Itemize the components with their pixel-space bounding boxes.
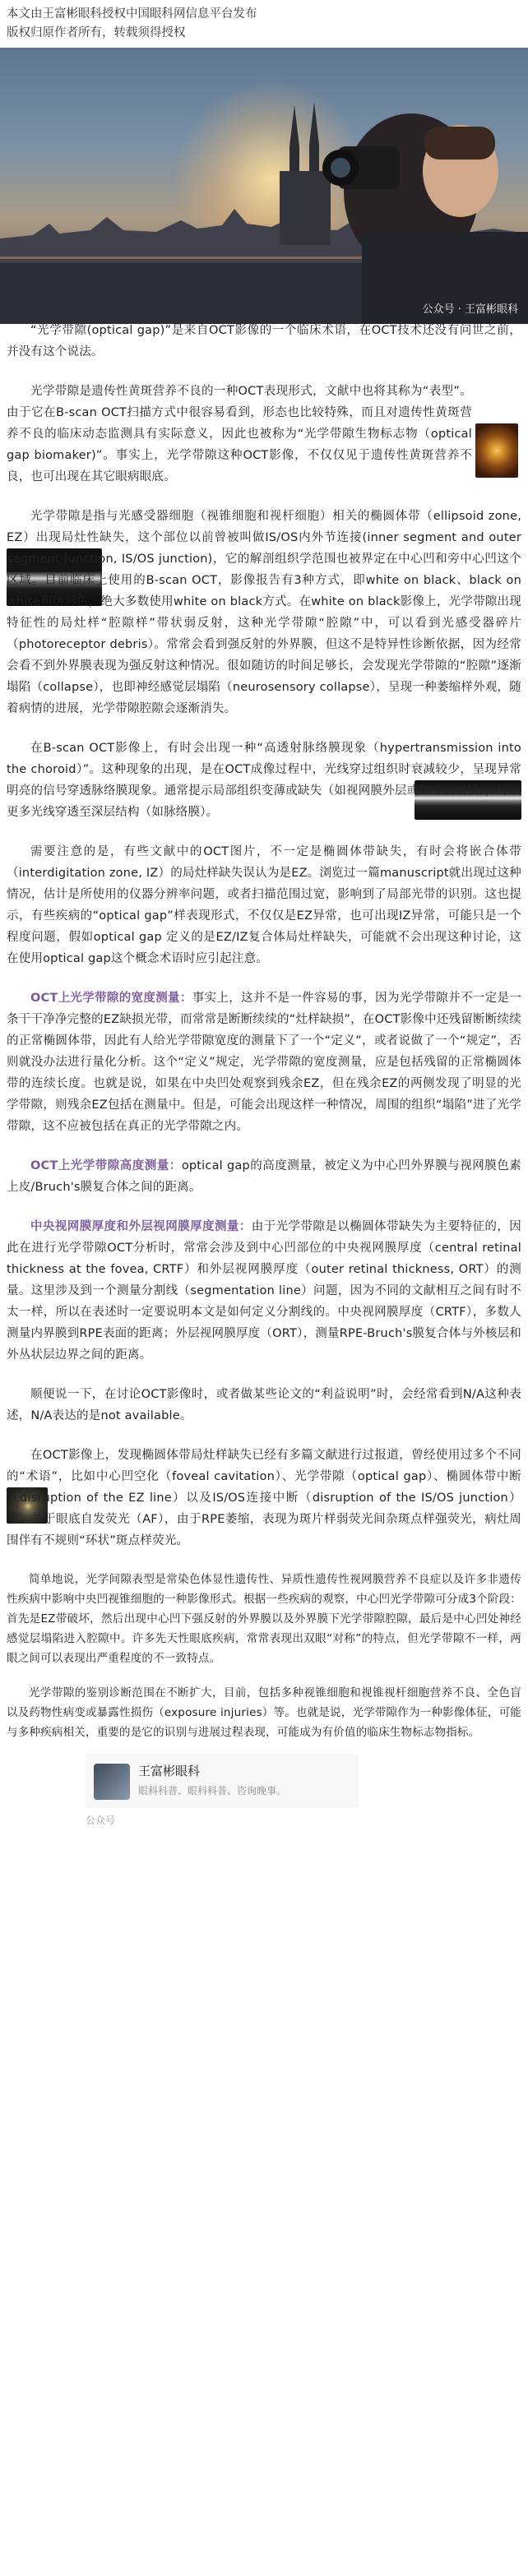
author-card[interactable] [86, 1754, 359, 1808]
hero-watermark: 公众号 · 王富彬眼科 [422, 303, 518, 316]
paragraph-10: 在OCT影像上，发现椭圆体带局灶样缺失已经有多篇文献进行过报道，曾经使用过多个不同的“术语”，比如中心凹空化（foveal cavitation）、光学带隙（optical gap）、椭圆体带中断（disruption of the EZ line）以及IS/OS连接中断（disruption of the IS/OS junction）等。关于眼底自发荧光（AF），由于RPE萎缩，表现为斑片样弱荧光间杂斑点样强荧光，病灶周围伴有不规则“环状”斑点样荧光。 [7, 1449, 521, 1547]
author-avatar [94, 1764, 130, 1800]
paragraph-8-body: 由于光学带隙是以椭圆体带缺失为主要特征的，因此在进行光学带隙OCT分析时，常常会涉及到中心凹部位的中央视网膜厚度（central retinal thickness at the fovea, CRTF）和外层视网膜厚度（outer retinal thickness, ORT）的测量。这里涉及到一个测量分割线（segmentation line）问题，因为不同的文献相互之间有时不太一样，所以在表述时一定要说明本文是如何定义分割线的。中央视网膜厚度（CRTF），多数人测量内界膜到RPE表面的距离；外层视网膜厚度（ORT），测量RPE-Bruch's膜复合体与外核层和外丛状层边界之间的距离。 [7, 1220, 521, 1362]
paragraph-9: 顺便说一下，在讨论OCT影像时，或者做某些论文的“利益说明”时，会经常看到N/A这种表述，N/A表达的是not available。 [7, 1388, 521, 1422]
header-line-1: 本文由王富彬眼科授权中国眼科网信息平台发布 [7, 7, 257, 21]
paragraph-7 [7, 1155, 521, 1198]
author-name: 王富彬眼科 [138, 1764, 201, 1778]
hero-image [0, 48, 528, 324]
header-line-2: 版权归原作者所有，转载须得授权 [7, 26, 186, 39]
paragraph-6 [7, 987, 521, 1137]
paragraph-8-lead: 中央视网膜厚度和外层视网膜厚度测量： [30, 1220, 252, 1233]
paragraph-3: 光学带隙是指与光感受器细胞（视锥细胞和视杆细胞）相关的椭圆体带（ellipsoid zone, EZ）出现局灶性缺失，这个部位以前曾被叫做IS/OS内外节连接(inner segment and outer segment junction, IS/OS junction)，它的解剖组织学范围也被界定在中心凹和旁中心凹这个区域。目前临床上使用的B-scan OCT，影像报告有3种方式，即white on black、black on white和伪彩色，绝大多数使用white on black方式。在white on black影像上，光学带隙出现特征性的局灶样“腔隙样”带状弱反射，这种光学带隙“腔隙”中，可以看到光感受器碎片（photoreceptor debris）。常常会看到强反射的外界膜，但这不是特异性诊断依据，因为经常会看不到外界膜表现为强反射这种情况。很如随访的时间足够长，会发现光学带隙的“腔隙”逐渐塌陷（collapse），也即神经感觉层塌陷（neurosensory collapse），呈现一种萎缩样外观，随着病情的进展，光学带隙腔隙会逐渐消失。 [7, 510, 521, 715]
paragraph-5: 需要注意的是，有些文献中的OCT图片，不一定是椭圆体带缺失，有时会将嵌合体带（interdigitation zone, IZ）的局灶样缺失误认为是EZ。浏览过一篇manuscript就出现过这种情况，估计是所使用的仪器分辨率问题，或者扫描范围过宽，影响到了局部光带的识别。这也提示，有些疾病的“optical gap”样表现形式，不仅仅是EZ异常，也可出现IZ异常，可能只是一个程度问题，假如optical gap 定义的是EZ/IZ复合体局灶样缺失，可能就不会出现这种讨论，这在使用optical gap这个概念术语时应引起注意。 [7, 845, 521, 965]
cityscape-illustration [0, 48, 528, 324]
paragraph-6-lead: OCT上光学带隙的宽度测量： [30, 992, 192, 1005]
paragraph-1: “光学带隙(optical gap)”是来自OCT影像的一个临床术语，在OCT技术还没有问世之前，并没有这个说法。 [7, 324, 521, 358]
paragraph-11: 简单地说，光学间隙表型是常染色体显性遗传性、异质性遗传性视网膜营养不良症以及许多非遗传性疾病中影响中央凹视锥细胞的一种影像形式。根据一些疾病的观察，中心凹光学带隙可分成3个阶段：首先是EZ带破坏，然后出现中心凹下强反射的外界膜以及外界膜下光学带隙腔隙，最后是中心凹处神经感觉层塌陷进入腔隙中。许多先天性眼底疾病，常常表现出双眼“对称”的特点，但光学带隙不一样，两眼之间可以表现出严重程度的不一致特点。 [7, 1573, 521, 1665]
author-description: 眼科科普、眼科科普、咨询晚事。 [138, 1785, 287, 1797]
paragraph-6-body: 事实上，这并不是一件容易的事，因为光学带隙并不一定是一条干干净净完整的EZ缺损光带，而常常是断断续续的“灶样缺损”，在OCT影像中还残留断断续续的正常椭圆体带，因此有人给光学带隙宽度的测量下了一个“定义”，或者说做了一个“规定”，否则就没办法进行量化分析。这个“定义”规定，光学带隙的宽度测量，应是包括残留的正常椭圆体带的连续长度。也就是说，如果在中央凹处观察到残余EZ，但在残余EZ的两侧发现了明显的光学带隙，则残余EZ包括在测量中。但是，可能会出现这样一种情况，周围的组织“塌陷”进了光学带隙，这不应被包括在真正的光学带隙之内。 [7, 992, 521, 1133]
account-type-label: 公众号 [86, 1815, 116, 1826]
paragraph-12: 光学带隙的鉴别诊断范围在不断扩大，目前，包括多种视锥细胞和视锥视杆细胞营养不良、全色盲以及药物性病变或暴露性损伤（exposure injuries）等。也就是说，光学带隙作为一种影像体征，可能与多种疾病相关，重要的是它的识别与进展过程表现，可能成为有价值的临床生物标志物指标。 [7, 1686, 521, 1739]
paragraph-4: 在B-scan OCT影像上，有时会出现一种“高透射脉络膜现象（hypertransmission into the choroid）”。这种现象的出现，是在OCT成像过程中，光线穿过组织时衰减较少，呈现异常明亮的信号穿透脉络膜现象。通常提示局部组织变薄或缺失（如视网膜外层或RPE层缺损），导致更多光线穿透至深层结构（如脉络膜）。 [7, 742, 521, 819]
paragraph-7-lead: OCT上光学带隙高度测量： [30, 1159, 182, 1172]
paragraph-8 [7, 1216, 521, 1366]
paragraph-2: 光学带隙是遗传性黄斑营养不良的一种OCT表现形式，文献中也将其称为“表型”。由于它在B-scan OCT扫描方式中很容易看到，形态也比较特殊，而且对遗传性黄斑营养不良的临床动态监测具有实际意义，因此也被称为“光学带隙生物标志物（optical gap biomaker)”。事实上，光学带隙这种OCT影像，不仅仅见于遗传性黄斑营养不良，也可出现在其它眼病眼底。 [7, 385, 473, 483]
paragraph-7-body: optical gap的高度测量，被定义为中心凹外界膜与视网膜色素上皮/Bruch's膜复合体之间的距离。 [7, 1159, 521, 1194]
article-header [7, 5, 521, 43]
